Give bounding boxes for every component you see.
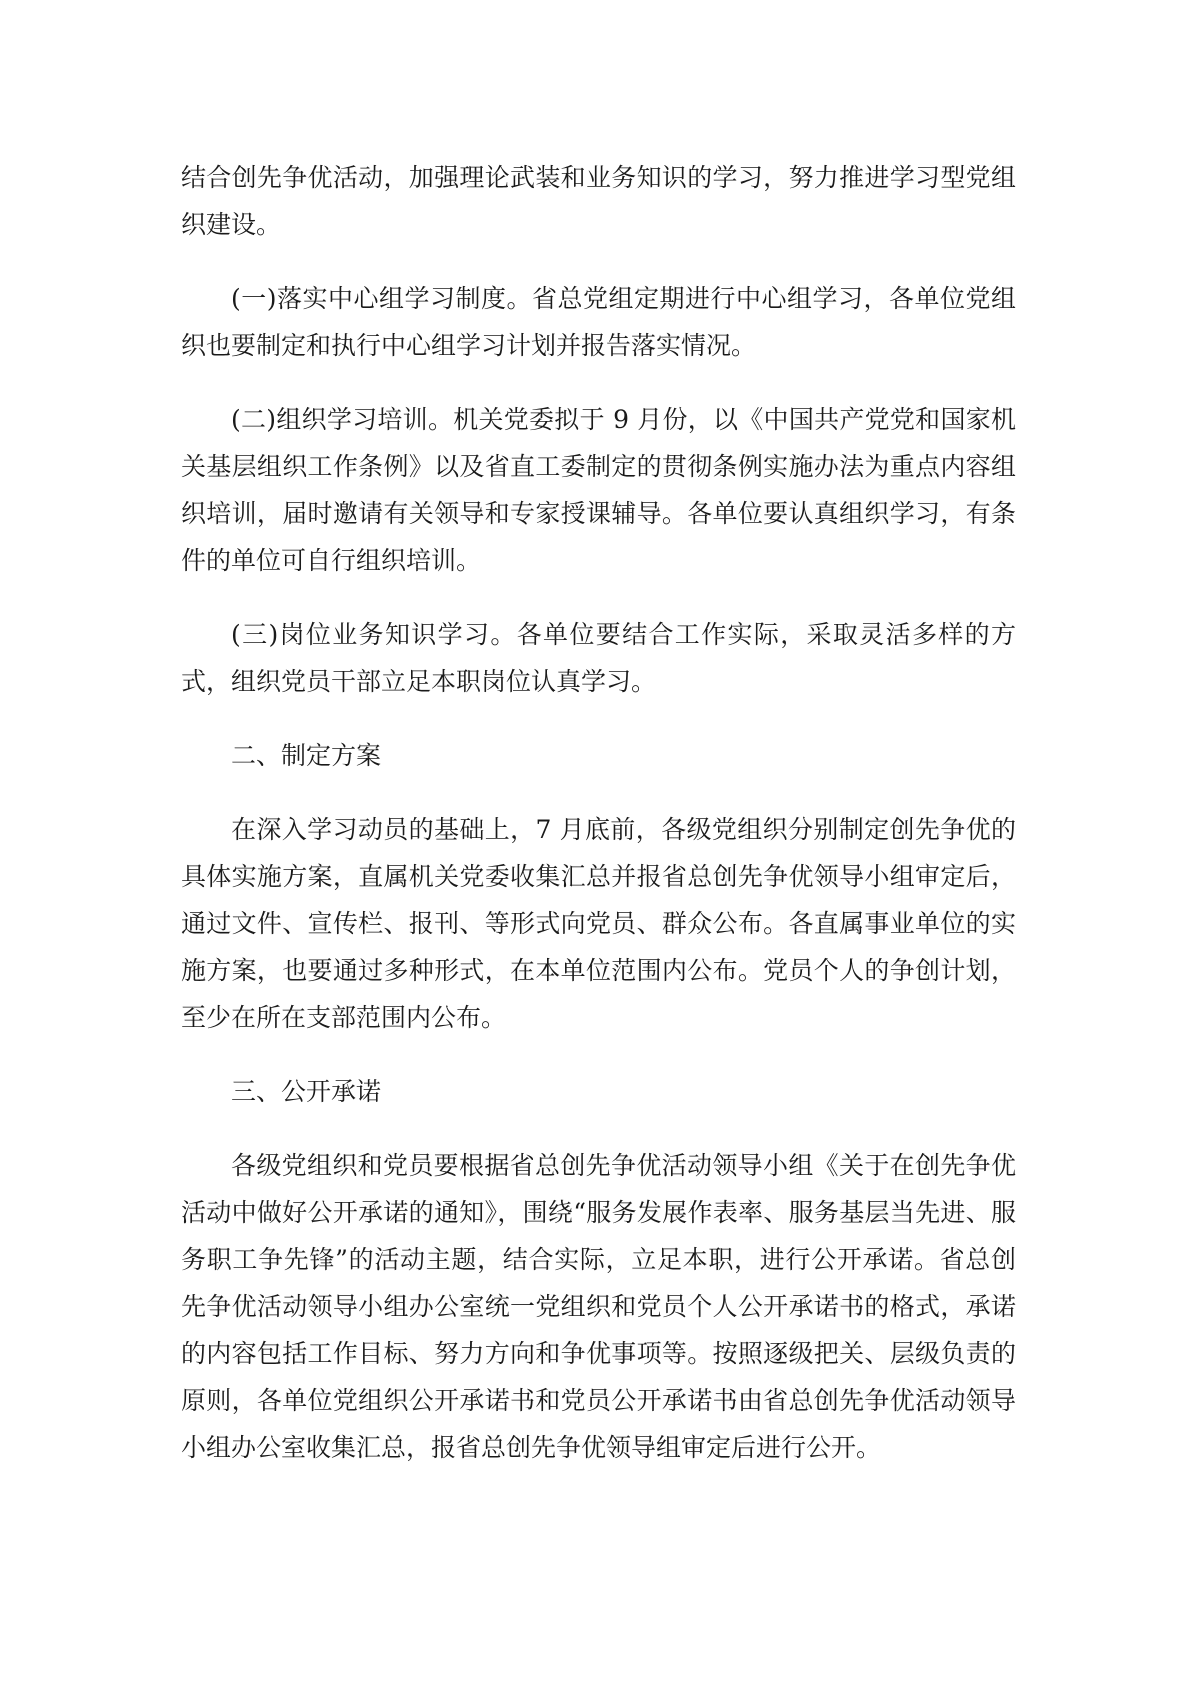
section-heading-2: 二、制定方案: [231, 741, 382, 770]
paragraph-item-3: (三)岗位业务知识学习。各单位要结合工作实际，采取灵活多样的方式，组织党员干部立足本职岗位认真学习。: [181, 620, 1016, 696]
paragraph-plan: 在深入学习动员的基础上，7 月底前，各级党组织分别制定创先争优的具体实施方案，直属机关党委收集汇总并报省总创先争优领导小组审定后，通过文件、宣传栏、报刊、等形式向党员、群众公布。各直属事业单位的实施方案，也要通过多种形式，在本单位范围内公布。党员个人的争创计划，至少在所在支部范围内公布。: [181, 815, 1016, 1032]
paragraph-intro: 结合创先争优活动，加强理论武装和业务知识的学习，努力推进学习型党组织建设。: [181, 163, 1016, 239]
paragraph-item-2: (二)组织学习培训。机关党委拟于 9 月份，以《中国共产党党和国家机关基层组织工作条例》以及省直工委制定的贯彻条例实施办法为重点内容组织培训，届时邀请有关领导和专家授课辅导。各单位要认真组织学习，有条件的单位可自行组织培训。: [181, 405, 1016, 575]
document-body: [181, 154, 1016, 1498]
paragraph-commitment: 各级党组织和党员要根据省总创先争优活动领导小组《关于在创先争优活动中做好公开承诺的通知》，围绕“服务发展作表率、服务基层当先进、服务职工争先锋”的活动主题，结合实际，立足本职，进行公开承诺。省总创先争优活动领导小组办公室统一党组织和党员个人公开承诺书的格式，承诺的内容包括工作目标、努力方向和争优事项等。按照逐级把关、层级负责的原则，各单位党组织公开承诺书和党员公开承诺书由省总创先争优活动领导小组办公室收集汇总，报省总创先争优领导组审定后进行公开。: [181, 1151, 1016, 1462]
section-heading-3: 三、公开承诺: [231, 1077, 382, 1106]
paragraph-item-1: (一)落实中心组学习制度。省总党组定期进行中心组学习，各单位党组织也要制定和执行中心组学习计划并报告落实情况。: [181, 284, 1016, 360]
